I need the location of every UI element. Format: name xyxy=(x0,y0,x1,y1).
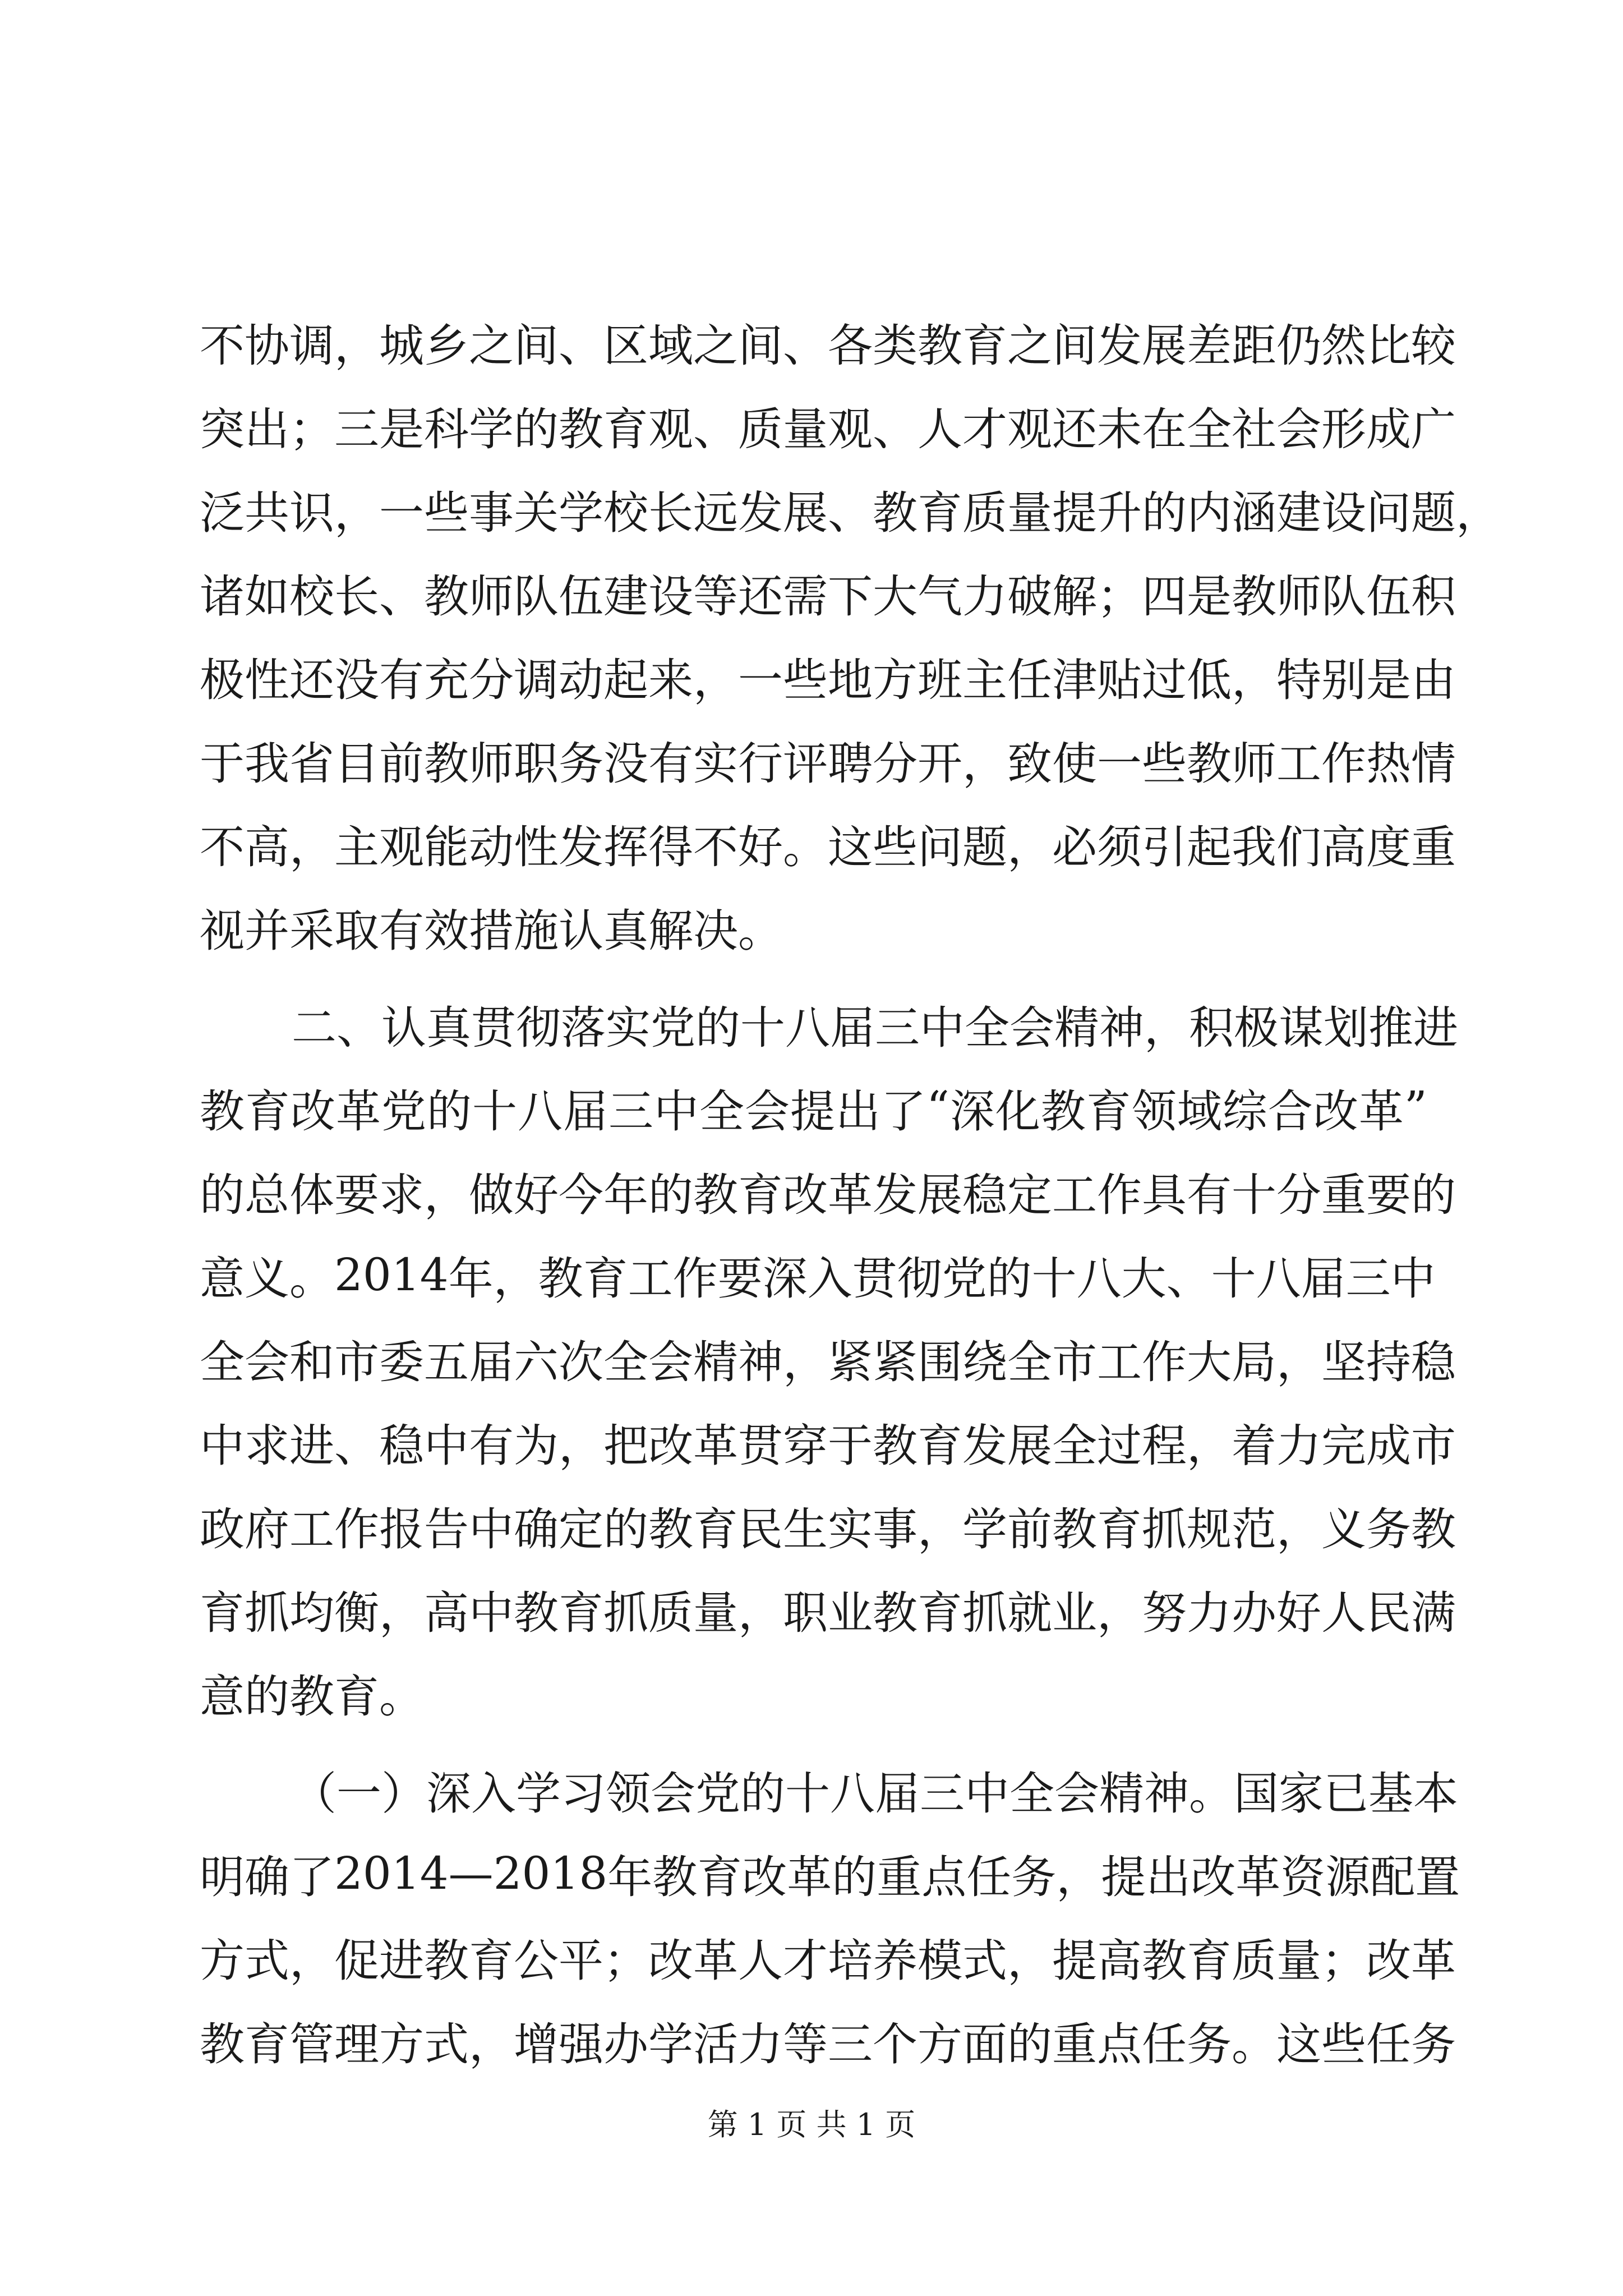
text-line: 育 抓 均 衡 ， 高 中 教 育 抓 质 量 ， 职 业 教 育 抓 就 业 ， 努 力 办 好 人 民 满 xyxy=(200,1587,1456,1639)
page-number-footer: 第 1 页 共 1 页 xyxy=(707,2107,916,2142)
text-line: 不 协 调 ， 城 乡 之 间 、 区 域 之 间 、 各 类 教 育 之 间 发 展 差 距 仍 然 比 较 xyxy=(200,320,1456,372)
body-text xyxy=(200,300,1501,2082)
section-heading-line: 二、认真贯彻落实党的十八届三中全会精神，积极谋划推进 xyxy=(292,1002,1458,1054)
text-line: 明 确 了 2 0 1 4 — 2 0 1 8 年 教 育 改 革 的 重 点 任 务 ， 提 出 改 革 资 源 配 置 xyxy=(200,1847,1460,1903)
text-line: 教 育 管 理 方 式 ， 增 强 办 学 活 力 等 三 个 方 面 的 重 点 任 务 。 这 些 任 务 xyxy=(200,2018,1456,2070)
text-line: 的 总 体 要 求 ， 做 好 今 年 的 教 育 改 革 发 展 稳 定 工 作 具 有 十 分 重 要 的 xyxy=(200,1169,1456,1221)
text-line: 极 性 还 没 有 充 分 调 动 起 来 ， 一 些 地 方 班 主 任 津 贴 过 低 ， 特 别 是 由 xyxy=(200,654,1456,706)
text-line: 政 府 工 作 报 告 中 确 定 的 教 育 民 生 实 事 ， 学 前 教 育 抓 规 范 ， 义 务 教 xyxy=(200,1503,1456,1556)
text-line: 中 求 进 、 稳 中 有 为 ， 把 改 革 贯 穿 于 教 育 发 展 全 过 程 ， 着 力 完 成 市 xyxy=(200,1420,1456,1472)
text-line: 泛 共 识 ， 一 些 事 关 学 校 长 远 发 展 、 教 育 质 量 提 升 的 内 涵 建 设 问 题 ， xyxy=(200,487,1501,539)
text-line: 于 我 省 目 前 教 师 职 务 没 有 实 行 评 聘 分 开 ， 致 使 一 些 教 师 工 作 热 情 xyxy=(200,738,1456,790)
subsection-heading-line: （一）深入学习领会党的十八届三中全会精神。国家已基本 xyxy=(292,1768,1458,1820)
text-line: 不 高 ， 主 观 能 动 性 发 挥 得 不 好 。 这 些 问 题 ， 必 须 引 起 我 们 高 度 重 xyxy=(200,821,1456,873)
text-line: 突 出 ； 三 是 科 学 的 教 育 观 、 质 量 观 、 人 才 观 还 未 在 全 社 会 形 成 广 xyxy=(200,403,1456,455)
text-line: 全 会 和 市 委 五 届 六 次 全 会 精 神 ， 紧 紧 围 绕 全 市 工 作 大 局 ， 坚 持 稳 xyxy=(200,1336,1456,1388)
text-line: 意 义 。 2 0 1 4 年 ， 教 育 工 作 要 深 入 贯 彻 党 的 十 八 大 、 十 八 届 三 中 xyxy=(200,1249,1436,1305)
text-line: 意的教育。 xyxy=(200,1671,424,1723)
text-line: 方 式 ， 促 进 教 育 公 平 ； 改 革 人 才 培 养 模 式 ， 提 高 教 育 质 量 ； 改 革 xyxy=(200,1935,1456,1987)
text-line: 诸 如 校 长 、 教 师 队 伍 建 设 等 还 需 下 大 气 力 破 解 ； 四 是 教 师 队 伍 积 xyxy=(200,570,1456,623)
text-line: 教 育 改 革 党 的 十 八 届 三 中 全 会 提 出 了 “ 深 化 教 育 领 域 综 合 改 革 ” xyxy=(200,1082,1427,1138)
text-line: 视并采取有效措施认真解决。 xyxy=(200,905,783,957)
